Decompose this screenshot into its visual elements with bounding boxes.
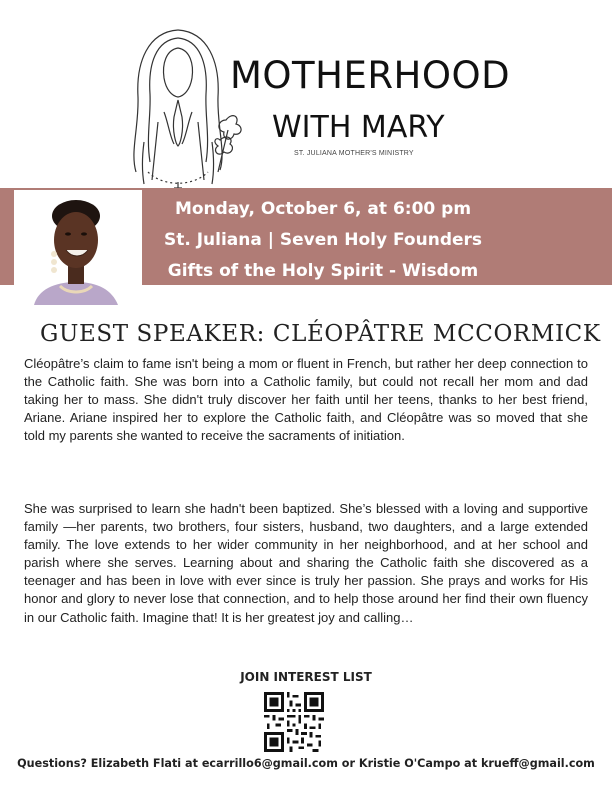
guest-speaker-heading: GUEST SPEAKER: CLÉOPÂTRE MCCORMICK <box>40 321 601 347</box>
event-topic: Gifts of the Holy Spirit - Wisdom <box>167 261 479 281</box>
join-interest-list-label: JOIN INTEREST LIST <box>240 670 372 684</box>
qr-code-icon[interactable] <box>264 692 324 752</box>
event-date: Monday, October 6, at 6:00 pm <box>174 199 472 219</box>
speaker-bio-paragraph-2: She was surprised to learn she hadn't been baptized. She’s blessed with a loving and supportive family —her parents, two brothers, four sisters, husband, two daughters, and a large extended family. The love extends to her wider community in her neighborhood, and at her school and parish where she serves. Learning about and sharing the Catholic faith she discovered as a teenager and has been in love with ever since is truly her passion. She prays and works for His honor and glory to never lose that connection, and to help those around her find their own fluency in our Catholic faith. Imagine that! It is her greatest joy and calling… <box>24 501 588 625</box>
speaker-photo-frame <box>14 190 142 305</box>
title-line-2: WITH MARY <box>272 110 445 145</box>
event-location: St. Juliana | Seven Holy Founders <box>163 230 483 250</box>
speaker-portrait <box>14 190 142 305</box>
title-line-1: MOTHERHOOD <box>230 54 511 97</box>
mary-logo-icon <box>108 22 248 192</box>
speaker-bio-paragraph-1: Cléopâtre’s claim to fame isn't being a mom or fluent in French, but rather her deep connection to the Catholic faith. She was born into a Catholic family, but could not recall her mom and dad taking her to mass. She didn't truly discover her faith until her teens, thanks to her best friend, Ariane. Ariane inspired her to explore the Catholic faith, and Cléopâtre was so moved that she told my parents she wanted to receive the sacraments of initiation. <box>24 356 588 444</box>
contact-questions: Questions? Elizabeth Flati at ecarrillo6@gmail.com or Kristie O'Campo at krueff@gmail.com <box>17 757 595 770</box>
ministry-subtitle: ST. JULIANA MOTHER'S MINISTRY <box>294 150 414 157</box>
